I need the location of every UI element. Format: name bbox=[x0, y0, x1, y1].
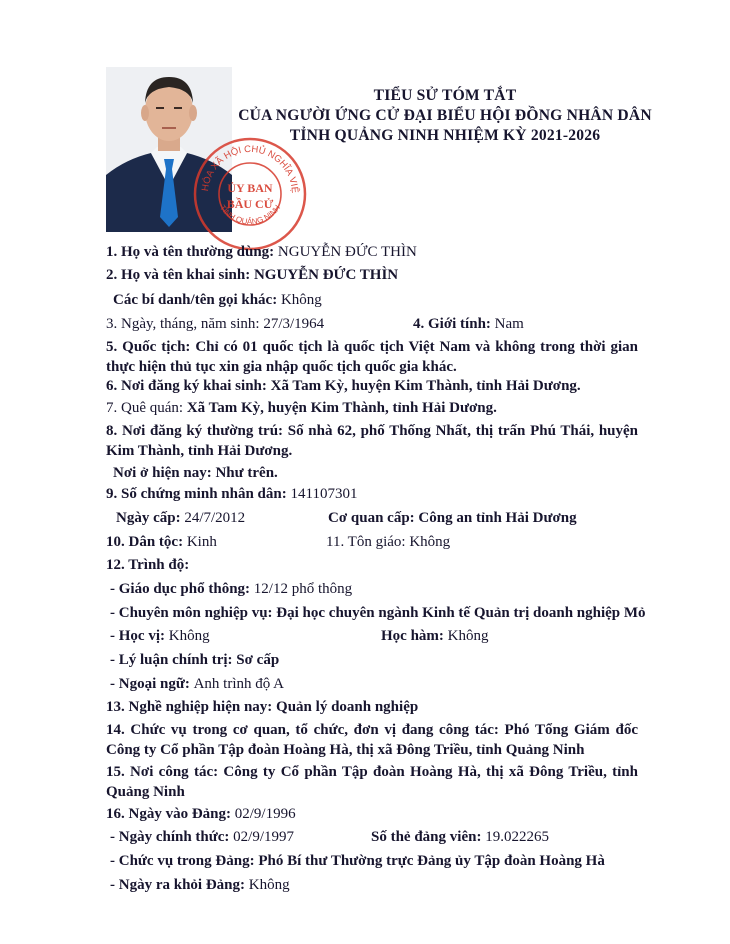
field-value: Không bbox=[280, 292, 322, 308]
field-label: 16. Ngày vào Đảng: bbox=[106, 806, 235, 822]
field-value: Không bbox=[168, 628, 210, 644]
field-label: 1. Họ và tên thường dùng: bbox=[106, 244, 278, 260]
field-value: 02/9/1997 bbox=[233, 829, 295, 845]
field-label: Số thẻ đảng viên: bbox=[371, 829, 486, 845]
field-label: 9. Số chứng minh nhân dân: bbox=[106, 486, 291, 502]
field-hometown bbox=[106, 399, 497, 418]
field-label: 2. Họ và tên khai sinh: bbox=[106, 267, 254, 283]
field-nationality bbox=[106, 337, 638, 377]
field-label: - Chuyên môn nghiệp vụ: bbox=[110, 605, 277, 621]
field-value: Không bbox=[447, 628, 489, 644]
field-value: Như trên. bbox=[215, 465, 278, 481]
seal-ring-text: HÒA XÃ HỘI CHỦ NGHĨA VIỆ bbox=[200, 143, 301, 194]
seal-center-line1: ỦY BAN bbox=[227, 181, 273, 195]
field-religion bbox=[326, 533, 450, 552]
field-value: 02/9/1996 bbox=[234, 806, 296, 822]
field-value: Phó Bí thư Thường trực Đảng ủy Tập đoàn Hoàng Hà bbox=[258, 853, 605, 869]
document-header bbox=[230, 86, 660, 146]
field-label: 14. Chức vụ trong cơ quan, tổ chức, đơn vị đang công tác: bbox=[106, 722, 505, 738]
field-birth-registration bbox=[106, 377, 581, 396]
field-label: - Lý luận chính trị: bbox=[110, 652, 237, 668]
field-label: - Chức vụ trong Đảng: bbox=[110, 853, 259, 869]
field-label: Học hàm: bbox=[381, 628, 448, 644]
field-position bbox=[106, 720, 638, 760]
field-label: 13. Nghề nghiệp hiện nay: bbox=[106, 699, 277, 715]
field-permanent-address bbox=[106, 421, 638, 461]
field-value: 27/3/1964 bbox=[263, 316, 325, 332]
header-term: TỈNH QUẢNG NINH NHIỆM KỲ 2021-2026 bbox=[289, 127, 601, 144]
field-aliases bbox=[113, 291, 322, 310]
field-label: Các bí danh/tên gọi khác: bbox=[113, 292, 281, 308]
field-ethnicity bbox=[106, 533, 217, 552]
election-committee-seal bbox=[190, 134, 310, 254]
field-birth-name bbox=[106, 266, 398, 285]
field-label: 12. Trình độ: bbox=[106, 557, 190, 573]
field-value: Kinh bbox=[186, 534, 217, 550]
field-label: 3. Ngày, tháng, năm sinh: bbox=[106, 316, 264, 332]
field-academic-title bbox=[381, 627, 489, 646]
field-occupation bbox=[106, 698, 418, 717]
field-value: Số nhà 62, phố Thống Nhất, thị trấn Phú Thái, huyện Kim Thành, tỉnh Hải Dương. bbox=[106, 423, 639, 459]
field-value: Anh trình độ A bbox=[193, 676, 285, 692]
field-gender bbox=[413, 315, 524, 334]
field-label: 6. Nơi đăng ký khai sinh: bbox=[106, 378, 271, 394]
field-general-education bbox=[110, 580, 352, 599]
field-label: - Học vị: bbox=[110, 628, 169, 644]
field-value: Đại học chuyên ngành Kinh tế Quản trị doanh nghiệp Mỏ bbox=[276, 605, 646, 621]
field-label: 11. Tôn giáo: bbox=[326, 534, 410, 550]
field-label: Nơi ở hiện nay: bbox=[113, 465, 216, 481]
field-value: 24/7/2012 bbox=[184, 510, 246, 526]
field-common-name bbox=[106, 243, 417, 262]
field-value: Công an tỉnh Hải Dương bbox=[418, 510, 577, 526]
field-current-residence bbox=[113, 464, 278, 483]
field-value: 19.022265 bbox=[485, 829, 549, 845]
field-party-official-date bbox=[110, 828, 294, 847]
field-id-issue-date bbox=[116, 509, 245, 528]
field-label: 4. Giới tính: bbox=[413, 316, 495, 332]
field-label: 5. Quốc tịch: bbox=[106, 339, 196, 355]
field-birth-date bbox=[106, 315, 324, 334]
field-label: 8. Nơi đăng ký thường trú: bbox=[106, 423, 288, 439]
field-workplace bbox=[106, 762, 638, 802]
field-political-theory bbox=[110, 651, 279, 670]
field-value: NGUYỄN ĐỨC THÌN bbox=[253, 267, 399, 283]
field-value: Công ty Cổ phần Tập đoàn Hoàng Hà, thị xã Đông Triều, tỉnh Quảng Ninh bbox=[106, 764, 638, 800]
field-label: Cơ quan cấp: bbox=[328, 510, 419, 526]
field-id-number bbox=[106, 485, 357, 504]
field-label: - Ngày chính thức: bbox=[110, 829, 234, 845]
field-value: Phó Tổng Giám đốc Công ty Cổ phần Tập đoàn Hoàng Hà, thị xã Đông Triều, tỉnh Quảng Ninh bbox=[106, 722, 638, 758]
field-foreign-language bbox=[110, 675, 284, 694]
field-label: 7. Quê quán: bbox=[106, 400, 187, 416]
field-label: - Giáo dục phổ thông: bbox=[110, 581, 254, 597]
field-value: Quản lý doanh nghiệp bbox=[276, 699, 419, 715]
field-party-position bbox=[110, 852, 605, 871]
field-party-join-date bbox=[106, 805, 296, 824]
field-label: - Ngày ra khỏi Đảng: bbox=[110, 877, 249, 893]
field-value: Xã Tam Kỳ, huyện Kim Thành, tỉnh Hải Dương. bbox=[270, 378, 581, 394]
field-value: Không bbox=[248, 877, 290, 893]
field-value: Sơ cấp bbox=[236, 652, 280, 668]
seal-bottom-text: TỈNH QUẢNG NINH bbox=[217, 203, 283, 227]
field-value: Không bbox=[409, 534, 451, 550]
seal-center-line2: BẦU CỬ bbox=[226, 197, 274, 211]
field-id-issuer bbox=[328, 509, 577, 528]
field-party-card-number bbox=[371, 828, 549, 847]
field-education bbox=[106, 556, 189, 575]
field-label: 15. Nơi công tác: bbox=[106, 764, 224, 780]
field-value: NGUYỄN ĐỨC THÌN bbox=[277, 244, 417, 260]
header-title: TIỂU SỬ TÓM TẮT bbox=[373, 87, 517, 104]
header-subtitle: CỦA NGƯỜI ỨNG CỬ ĐẠI BIỂU HỘI ĐỒNG NHÂN DÂN bbox=[238, 107, 652, 124]
field-value: Chỉ có 01 quốc tịch là quốc tịch Việt Nam và không trong thời gian thực hiện thủ tục xin gia nhập quốc tịch quốc gia khác. bbox=[106, 339, 639, 375]
field-label: - Ngoại ngữ: bbox=[110, 676, 194, 692]
field-specialization bbox=[110, 604, 646, 623]
field-value: Nam bbox=[494, 316, 524, 332]
field-degree bbox=[110, 627, 210, 646]
field-label: Ngày cấp: bbox=[116, 510, 185, 526]
field-party-exit-date bbox=[110, 876, 290, 895]
field-value: 141107301 bbox=[290, 486, 358, 502]
field-value: 12/12 phổ thông bbox=[253, 581, 353, 597]
field-label: 10. Dân tộc: bbox=[106, 534, 187, 550]
field-value: Xã Tam Kỳ, huyện Kim Thành, tỉnh Hải Dương. bbox=[186, 400, 497, 416]
seal-icon bbox=[190, 134, 310, 254]
